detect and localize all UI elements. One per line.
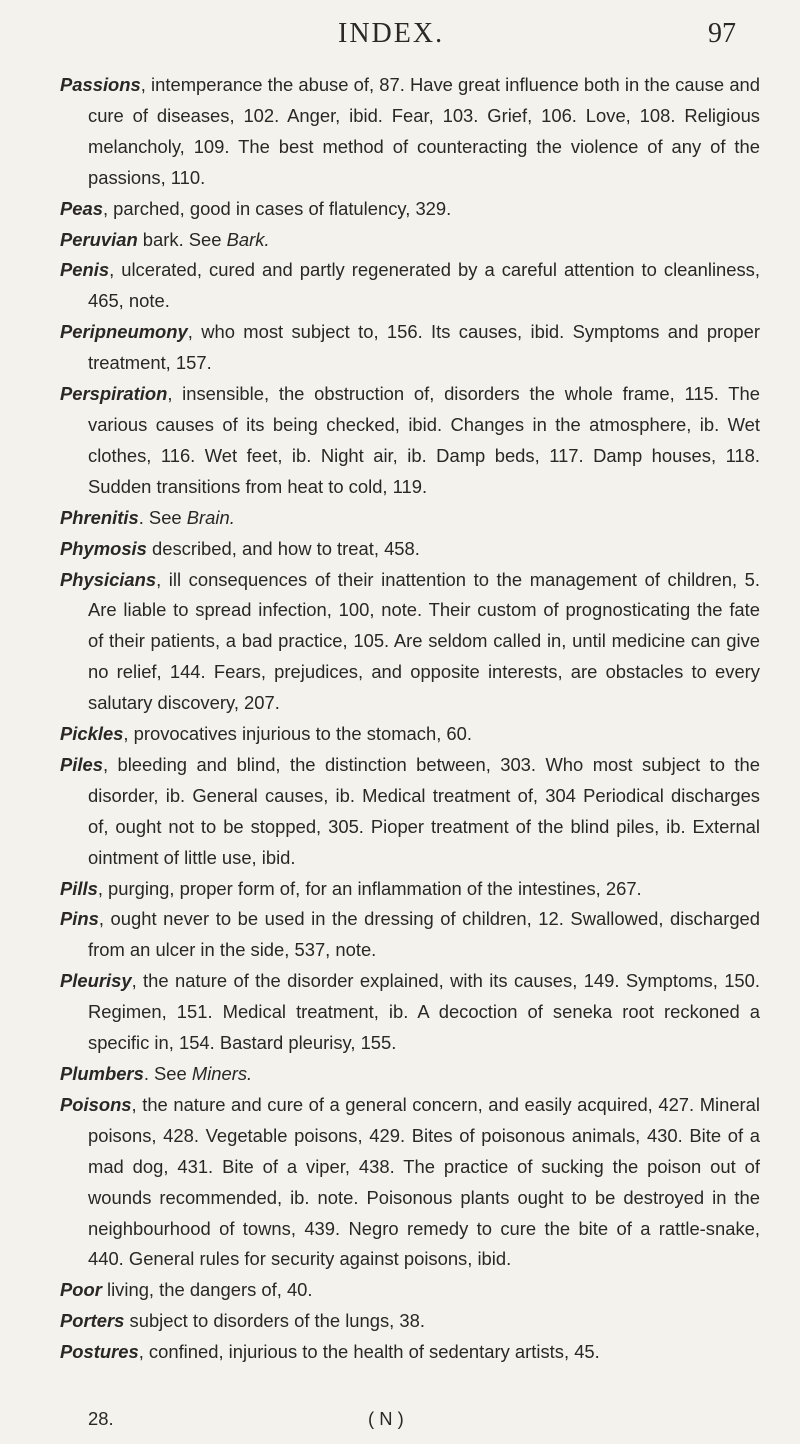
running-head (0, 18, 800, 62)
index-entry (60, 255, 760, 317)
index-entry (60, 874, 760, 905)
entry-cross-reference: Bark. (226, 228, 270, 250)
entry-headword: Pleurisy (60, 970, 132, 992)
index-entry (60, 1337, 760, 1368)
index-entry (60, 1059, 760, 1090)
entry-headword: Postures (60, 1341, 139, 1363)
index-entry (60, 904, 760, 966)
index-entry (60, 70, 760, 194)
page-number: 97 (708, 18, 736, 49)
entry-text: , provocatives injurious to the stomach, 60. (123, 723, 472, 745)
entry-headword: Peas (60, 197, 103, 219)
entry-text: subject to disorders of the lungs, 38. (124, 1310, 425, 1332)
running-head-title: INDEX. (338, 18, 445, 49)
entry-text: , parched, good in cases of flatulency, 329. (102, 197, 452, 219)
entry-text: , bleeding and blind, the distinction between, 303. Who most subject to the disorder, ib. General causes, ib. Medical treatment of, 304 Periodical discharges of, ought not to be stopped, 305. Pioper treatment of the blind piles, ib. External ointment of little use, ibid. (88, 753, 760, 868)
index-entry (60, 1275, 760, 1306)
index-entry (60, 534, 760, 565)
entry-cross-reference: Miners. (191, 1063, 253, 1084)
entry-text: , the nature and cure of a general concern, and easily acquired, 427. Mineral poisons, 428. Vegetable poisons, 429. Bites of poisonous animals, 430. Bite of a mad dog, 431. Bite of a viper, 438. The practice of sucking the poison out of wounds recommended, ib. note. Poisonous plants ought to be destroyed in the neighbourhood of towns, 439. Negro remedy to cure the bite of a rattle-snake, 440. General rules for security against poisons, ibid. (88, 1093, 760, 1270)
entry-headword: Phrenitis (60, 506, 139, 528)
entry-text: , who most subject to, 156. Its causes, ibid. Symptoms and proper treatment, 157. (88, 321, 760, 374)
entry-headword: Physicians (60, 568, 157, 590)
signature-line (88, 1408, 768, 1438)
index-entry (60, 1306, 760, 1337)
signature-mark: ( N ) (368, 1408, 404, 1429)
entry-text: , the nature of the disorder explained, with its causes, 149. Symptoms, 150. Regimen, 151. Medical treatment, ib. A decoction of seneka root reckoned a specific in, 154. Bastard pleurisy, 155. (88, 970, 760, 1054)
entry-headword: Porters (60, 1310, 125, 1332)
entry-headword: Plumbers (60, 1063, 144, 1084)
entry-text: , intemperance the abuse of, 87. Have great influence both in the cause and cure of diseases, 102. Anger, ibid. Fear, 103. Grief, 106. Love, 108. Religious melancholy, 109. The best method of counteracting the violence of any of the passions, 110. (88, 74, 760, 188)
entry-cross-reference: Brain. (186, 506, 235, 528)
entry-headword: Peruvian (60, 228, 138, 250)
entry-text: described, and how to treat, 458. (146, 537, 420, 559)
entry-text: , ill consequences of their inattention to the management of children, 5. Are liable to spread infection, 100, note. Their custom of prognosticating the fate of their patients, a bad practice, 105. Are seldom called in, until medicine can give no relief, 144. Fears, prejudices, and opposite interests, are obstacles to every salutary discovery, 207. (88, 568, 760, 714)
entry-text: , confined, injurious to the health of sedentary artists, 45. (138, 1341, 600, 1363)
index-entry (60, 750, 760, 874)
entry-headword: Peripneumony (60, 321, 188, 343)
entry-headword: Pickles (60, 723, 124, 745)
index-entry (60, 966, 760, 1059)
entry-text: , insensible, the obstruction of, disorders the whole frame, 115. The various causes of its being checked, ibid. Changes in the atmosphere, ib. Wet clothes, 116. Wet feet, ib. Night air, ib. Damp beds, 117. Damp houses, 118. Sudden transitions from heat to cold, 119. (88, 383, 760, 497)
index-entry (60, 503, 760, 534)
entry-text: , ought never to be used in the dressing of children, 12. Swallowed, discharged from an ulcer in the side, 537, note. (88, 908, 760, 961)
index-entries (60, 70, 760, 1368)
entry-text: , purging, proper form of, for an inflammation of the intestines, 267. (97, 877, 642, 899)
entry-headword: Penis (60, 259, 110, 281)
index-entry (60, 1090, 760, 1275)
index-entry (60, 379, 760, 503)
signature-page-ref: 28. (88, 1408, 114, 1429)
index-entry (60, 317, 760, 379)
entry-text: bark. See (137, 228, 227, 250)
index-entry (60, 194, 760, 225)
entry-text: living, the dangers of, 40. (101, 1279, 313, 1301)
entry-headword: Phymosis (60, 537, 147, 559)
entry-text: , ulcerated, cured and partly regenerated by a careful attention to cleanliness, 465, note. (88, 259, 760, 312)
entry-headword: Poisons (60, 1093, 132, 1115)
entry-headword: Pins (60, 908, 99, 930)
entry-text: . See (138, 506, 187, 528)
entry-headword: Poor (60, 1279, 102, 1301)
entry-headword: Perspiration (60, 383, 168, 405)
index-entry (60, 565, 760, 720)
entry-text: . See (143, 1063, 192, 1084)
entry-headword: Piles (60, 753, 103, 775)
entry-headword: Passions (60, 74, 141, 95)
index-entry (60, 719, 760, 750)
entry-headword: Pills (60, 877, 98, 899)
index-entry (60, 225, 760, 256)
